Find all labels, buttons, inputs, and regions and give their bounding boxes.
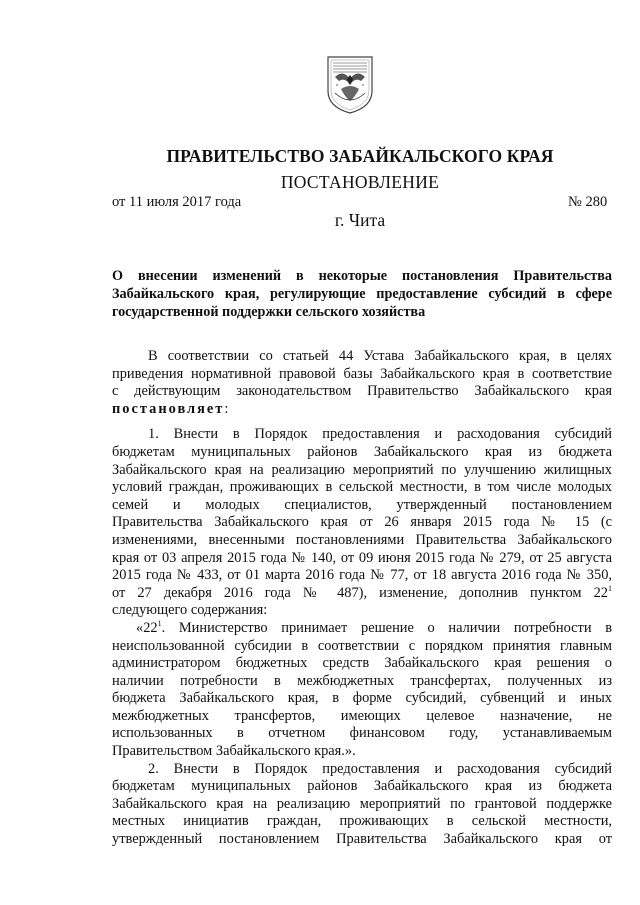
item2-line: Забайкальского края на реализацию мероприятий по грантовой поддержке [112, 795, 612, 812]
item2-line: местных инициатив граждан, проживающих в сельской местности, [112, 813, 612, 830]
government-name: ПРАВИТЕЛЬСТВО ЗАБАЙКАЛЬСКОГО КРАЯ [166, 146, 554, 166]
item1-line: Забайкальского края на реализацию мероприятий по улучшению жилищных [112, 461, 612, 478]
superscript: 1 [157, 619, 162, 629]
quote-line: использованных в отчетном финансовом году, устанавливаемым [112, 725, 612, 742]
item1-line: семей и молодых специалистов, утвержденный постановлением [112, 496, 612, 513]
preamble-line: В соответствии со статьей 44 Устава Забайкальского края, в целях [148, 348, 612, 364]
item1-line: края от 03 апреля 2015 года № 140, от 09 июня 2015 года № 279, от 25 августа [112, 549, 612, 566]
document-body [112, 348, 612, 849]
preamble-line: приведения нормативной правовой базы Забайкальского края в соответствие [112, 365, 612, 382]
item1-line: 2015 года № 433, от 01 марта 2016 года № 77, от 18 августа 2016 года № 350, [112, 567, 612, 584]
superscript: 1 [608, 583, 612, 593]
item1-line: изменениями, внесенными постановлениями Правительства Забайкальского [112, 531, 612, 548]
document-date: от 11 июля 2017 года [112, 194, 242, 210]
document-city: г. Чита [334, 210, 386, 230]
document-title: О внесении изменений в некоторые постановления Правительства Забайкальского края, регулирующие предоставление субсидий в сфере государственной поддержки сельского хозяйства [112, 268, 612, 320]
quote-line: бюджета Забайкальского края, в форме субсидий, субвенций и иных [112, 690, 612, 707]
quote-line: администратором бюджетных средств Забайкальского края решения о [112, 655, 612, 672]
quote-line: «$22^1$. Министерство принимает решение о наличии потребности в [136, 619, 612, 636]
document-number: № 280 [568, 194, 608, 210]
item1-line: следующего содержания: [112, 602, 268, 619]
item2-line: бюджетам муниципальных районов Забайкальского края из бюджета [112, 778, 612, 795]
item1-line: от 27 декабря 2016 года № 487), изменение, дополнив пунктом $22^1$ [112, 583, 612, 601]
item1-line: бюджетам муниципальных районов Забайкальского края из бюджета [112, 443, 612, 460]
quote-line: Правительством Забайкальского края.». [112, 743, 356, 760]
item1-line: Правительства Забайкальского края от 26 января 2015 года № 15 (с [112, 514, 612, 531]
quote-line: межбюджетных трансфертов, имеющих целевое назначение, не [112, 707, 612, 724]
coat-of-arms-emblem [325, 55, 375, 115]
item1-line: условий граждан, проживающих в сельской местности, в том числе молодых [112, 479, 612, 496]
document-type: ПОСТАНОВЛЕНИЕ [280, 172, 440, 192]
quote-line: неиспользованной субсидии в соответствии с порядком принятия главным [112, 637, 612, 654]
preamble-line: с действующим законодательством Правительство Забайкальского края [112, 383, 612, 400]
item1-line: 1. Внести в Порядок предоставления и расходования субсидий [148, 426, 612, 443]
preamble-resolves: постановляет: [112, 400, 229, 417]
item2-line: утвержденный постановлением Правительства Забайкальского края от [112, 831, 612, 848]
quote-line: наличии потребности в межбюджетных трансфертах, полученных из [112, 672, 612, 689]
item2-line: 2. Внести в Порядок предоставления и расходования субсидий [148, 760, 612, 777]
